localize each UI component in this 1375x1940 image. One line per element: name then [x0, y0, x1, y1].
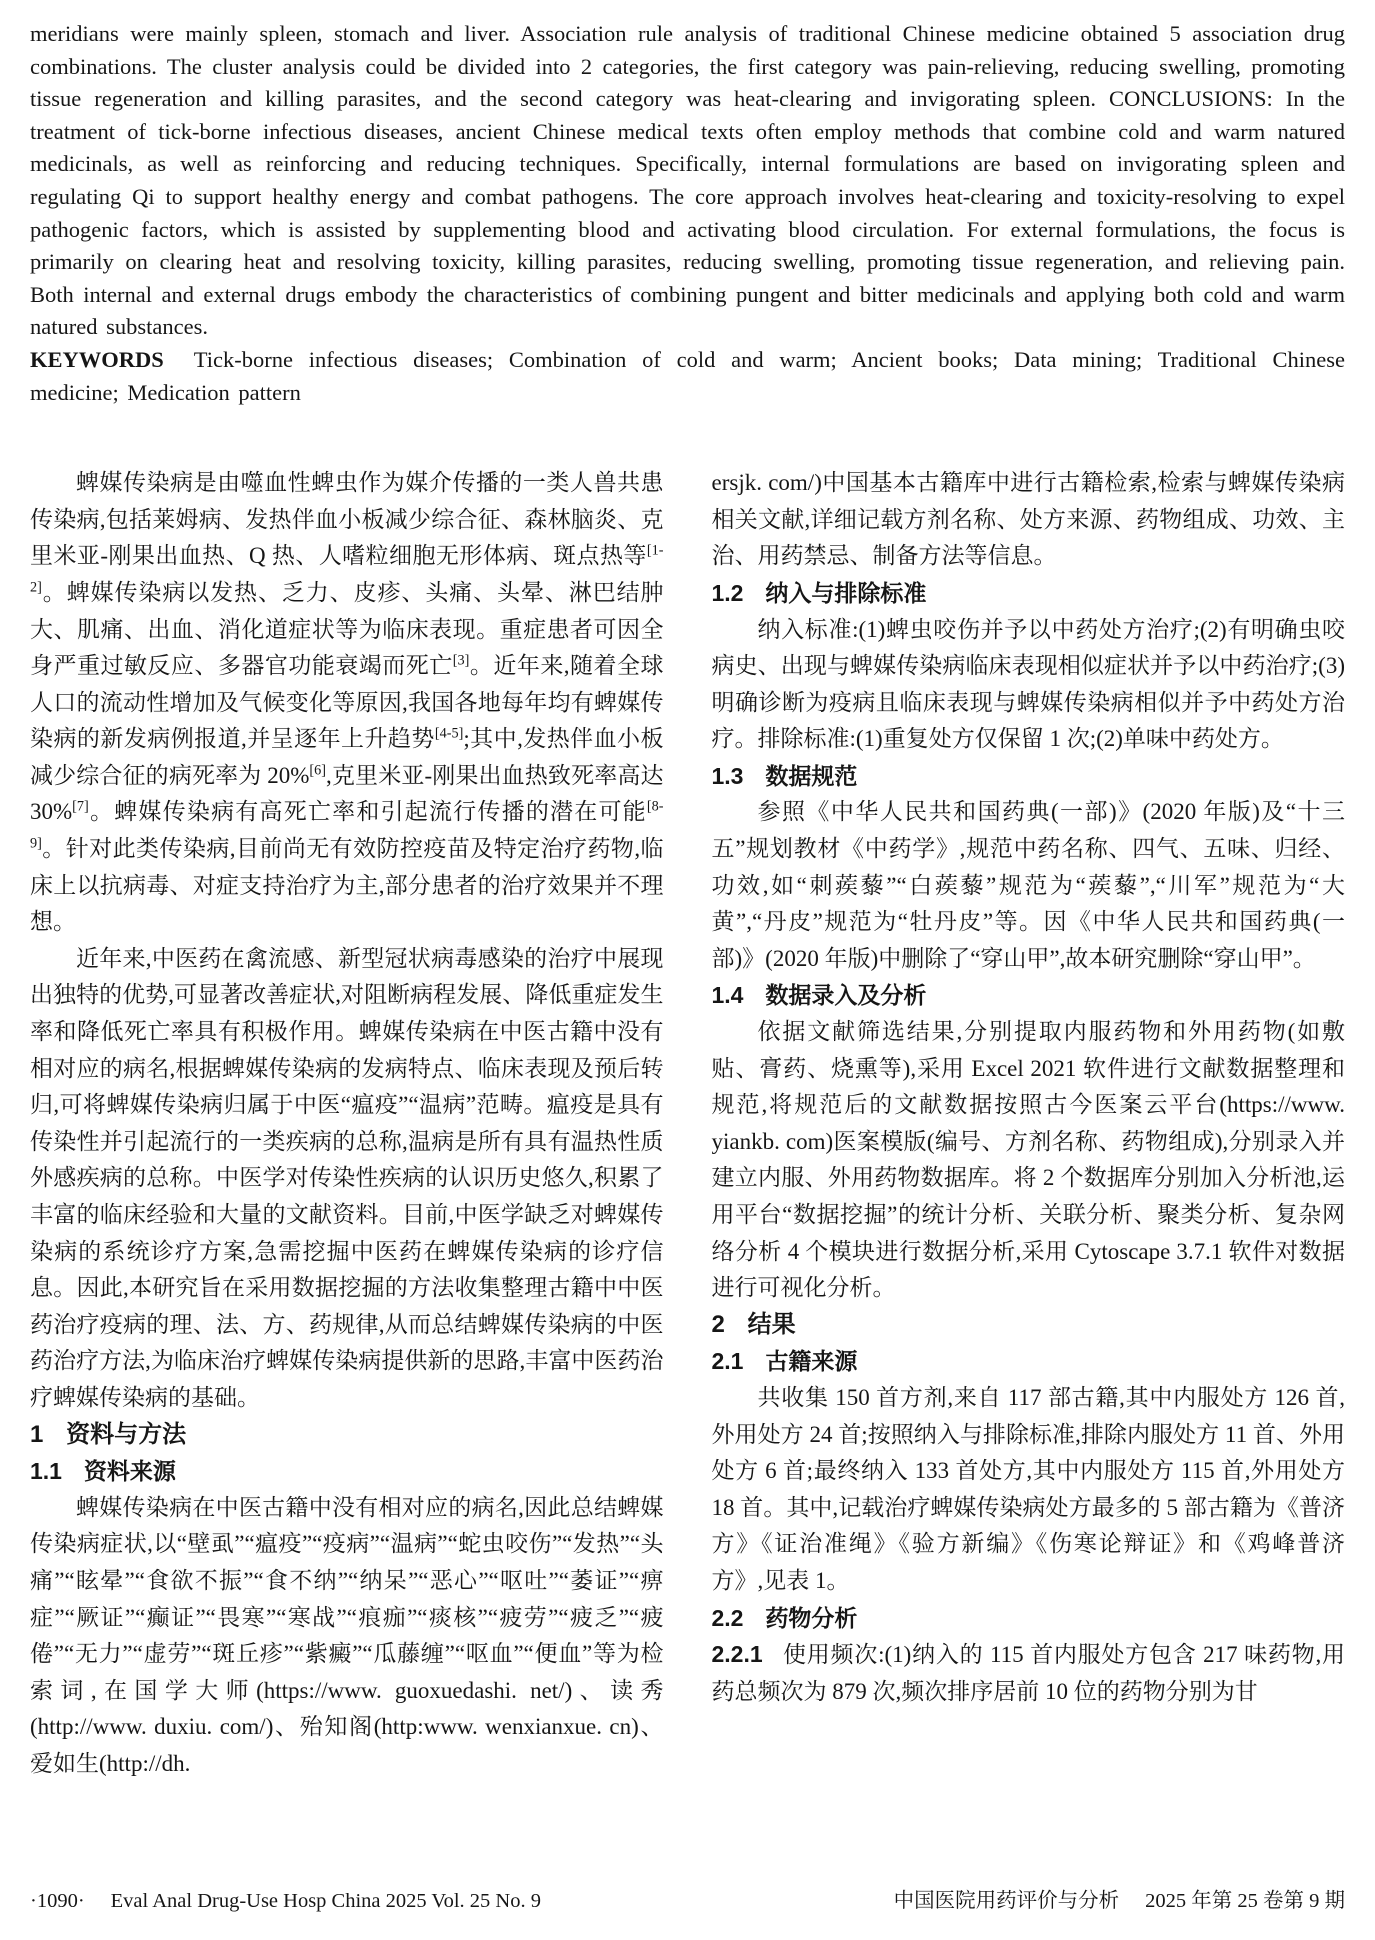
reference-superscript: [8-9] [30, 798, 664, 852]
section-title: 数据录入及分析 [765, 982, 927, 1009]
section-title: 古籍来源 [765, 1348, 858, 1375]
keywords-label: KEYWORDS [30, 346, 164, 372]
footer-journal-en: Eval Anal Drug-Use Hosp China 2025 Vol. 25 No. 9 [110, 1890, 541, 1912]
section-number: 2.1 [711, 1348, 744, 1375]
section-number: 2 [711, 1310, 725, 1338]
reference-superscript: [4-5] [434, 725, 464, 742]
page-footer [30, 1883, 1345, 1913]
footer-page-number: ·1090· [30, 1890, 85, 1912]
section-heading [712, 1307, 1346, 1344]
reference-superscript: [3] [452, 652, 470, 669]
section-title: 药物分析 [765, 1604, 858, 1631]
reference-superscript: [1-2] [30, 542, 664, 596]
section-number: 1.4 [711, 982, 744, 1009]
right-column [712, 465, 1346, 1782]
section-number: 2.2 [711, 1604, 744, 1631]
paragraph: 纳入标准:(1)蜱虫咬伤并予以中药处方治疗;(2)有明确虫咬病史、出现与蜱媒传染病临床表现相似症状并予以中药治疗;(3)明确诊断为疫病且临床表现与蜱媒传染病相似并予中药处方治疗。排除标准:(1)重复处方仅保留 1 次;(2)单味中药处方。 [711, 616, 1345, 752]
paragraph: 近年来,中医药在禽流感、新型冠状病毒感染的治疗中展现出独特的优势,可显著改善症状,对阻断病程发展、降低重症发生率和降低死亡率具有积极作用。蜱媒传染病在中医古籍中没有相对应的病名,根据蜱媒传染病的发病特点、临床表现及预后转归,可将蜱媒传染病归属于中医“瘟疫”“温病”范畴。瘟疫是具有传染性并引起流行的一类疾病的总称,温病是所有具有温热性质外感疾病的总称。中医学对传染性疾病的认识历史悠久,积累了丰富的临床经验和大量的文献资料。目前,中医学缺乏对蜱媒传染病的系统诊疗方案,急需挖掘中医药在蜱媒传染病的诊疗信息。因此,本研究旨在采用数据挖掘的方法收集整理古籍中中医药治疗疫病的理、法、方、药规律,从而总结蜱媒传染病的中医药治疗方法,为临床治疗蜱媒传染病提供新的思路,丰富中医药治疗蜱媒传染病的基础。 [30, 945, 664, 1410]
paragraph: 参照《中华人民共和国药典(一部)》(2020 年版)及“十三五”规划教材《中药学》,规范中药名称、四气、五味、归经、功效,如“刺蒺藜”“白蒺藜”规范为“蒺藜”,“川军”规范为“大黄”,“丹皮”规范为“牡丹皮”等。因《中华人民共和国药典(一部)》(2020 年版)中删除了“穿山甲”,故本研究删除“穿山甲”。 [711, 799, 1345, 971]
footer-issue-cn: 2025 年第 25 卷第 9 期 [1145, 1890, 1345, 1912]
paragraph: 共收集 150 首方剂,来自 117 部古籍,其中内服处方 126 首,外用处方 24 首;按照纳入与排除标准,排除内服处方 11 首、外用处方 6 首;最终纳入 133 首处方,其中内服处方 115 首,外用处方 18 首。其中,记载治疗蜱媒传染病处方最多的 5 部古籍为《普济方》《证治准绳》《验方新编》《伤寒论辩证》和《鸡峰普济方》,见表 1。 [711, 1384, 1345, 1593]
paragraph: ersjk. com/)中国基本古籍库中进行古籍检索,检索与蜱媒传染病相关文献,详细记载方剂名称、处方来源、药物组成、功效、主治、用药禁忌、制备方法等信息。 [711, 470, 1345, 569]
section-title: 结果 [747, 1310, 796, 1338]
footer-journal-cn: 中国医院用药评价与分析 [893, 1890, 1120, 1912]
footer-left [30, 1890, 541, 1913]
section-heading [712, 1343, 1346, 1380]
abstract-continuation-text: meridians were mainly spleen, stomach and liver. Association rule analysis of traditional Chinese medicine obtained 5 association drug combinations. The cluster analysis could be divided into 2 categories, the first category was pain-relieving, reducing swelling, promoting tissue regeneration and killing parasites, and the second category was heat-clearing and invigorating spleen. CONCLUSIONS: In the treatment of tick-borne infectious diseases, ancient Chinese medical texts often employ methods that combine cold and warm natured medicinals, as well as reinforcing and reducing techniques. Specifically, internal formulations are based on invigorating spleen and regulating Qi to support healthy energy and combat pathogens. The core approach involves heat-clearing and toxicity-resolving to expel pathogenic factors, which is assisted by supplementing blood and activating blood circulation. For external formulations, the focus is primarily on clearing heat and resolving toxicity, killing parasites, reducing swelling, promoting tissue regeneration, and relieving pain. Both internal and external drugs embody the characteristics of combining pungent and bitter medicinals and applying both cold and warm natured substances. [30, 21, 1345, 340]
paragraph: 2.2.1 使用频次:(1)纳入的 115 首内服处方包含 217 味药物,用药总频次为 879 次,频次排序居前 10 位的药物分别为甘 [711, 1641, 1345, 1704]
section-heading [30, 1453, 664, 1490]
section-heading [712, 575, 1346, 612]
section-heading [712, 1600, 1346, 1637]
section-title: 数据规范 [765, 762, 858, 789]
reference-superscript: [6] [309, 762, 327, 779]
keywords-line [30, 344, 1345, 409]
paragraph: 蜱媒传染病是由噬血性蜱虫作为媒介传播的一类人兽共患传染病,包括莱姆病、发热伴血小板减少综合征、森林脑炎、克里米亚-刚果出血热、Q 热、人嗜粒细胞无形体病、斑点热等[1-2]。蜱媒传染病以发热、乏力、皮疹、头痛、头晕、淋巴结肿大、肌痛、出血、消化道症状等为临床表现。重症患者可因全身严重过敏反应、多器官功能衰竭而死亡[3]。近年来,随着全球人口的流动性增加及气候变化等原因,我国各地每年均有蜱媒传染病的新发病例报道,并呈逐年上升趋势[4-5];其中,发热伴血小板减少综合征的病死率为 20%[6],克里米亚-刚果出血热致死率高达 30%[7]。蜱媒传染病有高死亡率和引起流行传播的潜在可能[8-9]。针对此类传染病,目前尚无有效防控疫苗及特定治疗药物,临床上以抗病毒、对症支持治疗为主,部分患者的治疗效果并不理想。 [30, 470, 664, 935]
section-number: 1.1 [30, 1458, 62, 1485]
section-title: 资料来源 [83, 1458, 176, 1485]
paragraph: 依据文献筛选结果,分别提取内服药物和外用药物(如敷贴、膏药、烧熏等),采用 Excel 2021 软件进行文献数据整理和规范,将规范后的文献数据按照古今医案云平台(https://www. yiankb. com)医案模版(编号、方剂名称、药物组成),分别录入并建立内服、外用药物数据库。将 2 个数据库分别加入分析池,运用平台“数据挖掘”的统计分析、关联分析、聚类分析、复杂网络分析 4 个模块进行数据分析,采用 Cytoscape 3.7.1 软件对数据进行可视化分析。 [711, 1019, 1345, 1301]
keywords-text: Tick-borne infectious diseases; Combination of cold and warm; Ancient books; Data mining; Traditional Chinese medicine; Medication pattern [30, 346, 1345, 405]
reference-superscript: [7] [72, 798, 89, 815]
section-heading [712, 977, 1346, 1014]
footer-right [894, 1883, 1345, 1913]
run-in-heading-number: 2.2.1 [711, 1641, 763, 1668]
paragraph: 蜱媒传染病在中医古籍中没有相对应的病名,因此总结蜱媒传染病症状,以“壁虱”“瘟疫”“疫病”“温病”“蛇虫咬伤”“发热”“头痛”“眩晕”“食欲不振”“食不纳”“纳呆”“恶心”“呕吐”“萎证”“痹症”“厥证”“癫证”“畏寒”“寒战”“痕痂”“痰核”“疲劳”“疲乏”“疲倦”“无力”“虚劳”“斑丘疹”“紫癜”“瓜藤缠”“呕血”“便血”等为检索词,在国学大师(https://www. guoxuedashi. net/)、读秀(http://www. duxiu. com/)、殆知阁(http:www. wenxianxue. cn)、爱如生(http://dh. [30, 1494, 664, 1776]
body-columns [30, 465, 1345, 1782]
section-number: 1.2 [711, 579, 744, 606]
section-heading [30, 1417, 664, 1454]
section-title: 纳入与排除标准 [765, 579, 927, 606]
section-heading [712, 758, 1346, 795]
abstract-section [30, 18, 1345, 409]
left-column [30, 465, 664, 1782]
section-number: 1.3 [711, 762, 744, 789]
section-title: 资料与方法 [66, 1420, 187, 1448]
section-number: 1 [30, 1420, 44, 1448]
